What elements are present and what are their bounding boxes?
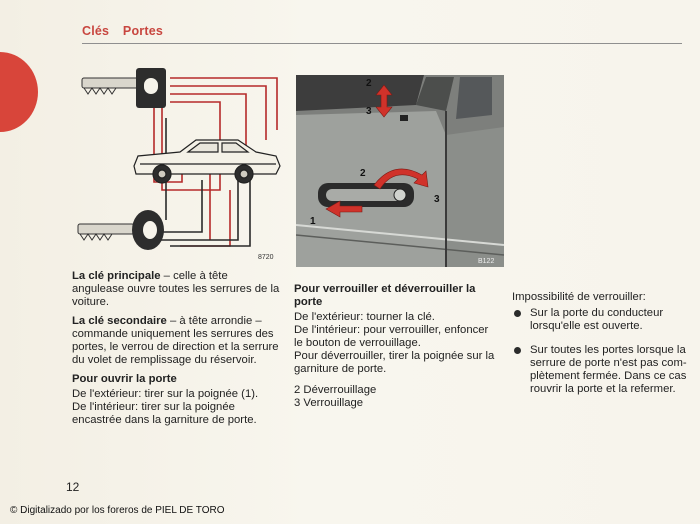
column-1	[72, 270, 282, 427]
main-key-title: La clé principale	[72, 270, 161, 282]
column-2	[294, 283, 499, 410]
door-figure	[296, 75, 504, 267]
header-rule	[82, 43, 682, 44]
legend-unlock: 2 Déverrouillage	[294, 384, 377, 396]
door-handle-icon	[318, 183, 414, 207]
open-door-outside: De l'extérieur: tirer sur la poignée (1).	[72, 388, 259, 400]
legend-lock: 3 Verrouillage	[294, 397, 364, 409]
main-key-paragraph	[72, 270, 282, 309]
bleed-through	[640, 6, 643, 18]
figure-number-right: B122	[478, 258, 495, 265]
bullet-1	[514, 307, 698, 333]
unlock-inside: Pour déverrouiller, tirer la poignée sur la garniture de porte.	[294, 350, 495, 375]
car-icon	[134, 140, 280, 183]
header-subsection: Portes	[122, 24, 164, 38]
bullet-dot-icon	[514, 310, 521, 317]
column-3-intro: Impossibilité de verrouiller:	[512, 291, 646, 303]
bullet-1-text: Sur la porte du conducteur lorsqu'elle est ouverte.	[530, 307, 664, 332]
secondary-key-paragraph	[72, 315, 282, 367]
callout-2b: 2	[360, 168, 366, 179]
main-key-icon	[82, 68, 166, 108]
secondary-key-icon	[78, 210, 164, 250]
main-key-text: – celle à tête angulease ouvre toutes les serrures de la voiture.	[72, 270, 280, 308]
lock-inside: De l'intérieur: pour verrouiller, enfoncer le bouton de verrouillage.	[294, 324, 489, 349]
bullet-dot-icon	[514, 347, 521, 354]
callout-1: 1	[310, 216, 316, 227]
page-header	[82, 24, 173, 38]
page-number: 12	[66, 480, 80, 494]
secondary-key-title: La clé secondaire	[72, 315, 167, 327]
header-section: Clés	[82, 24, 110, 38]
section-tab	[0, 52, 38, 132]
callout-3a: 3	[366, 106, 372, 117]
open-door-heading: Pour ouvrir la porte	[72, 373, 177, 385]
lock-outside: De l'extérieur: tourner la clé.	[294, 311, 435, 323]
door-illustration	[296, 75, 504, 267]
footer-credit: © Digitalizado por los foreros de PIEL DE TORO	[10, 505, 225, 516]
open-door-inside: De l'intérieur: tirer sur la poignée encastrée dans la garniture de porte.	[72, 401, 257, 426]
callout-2a: 2	[366, 78, 372, 89]
bullet-2	[514, 344, 700, 396]
lock-heading: Pour verrouiller et déverrouiller la porte	[294, 283, 476, 308]
callout-3b: 3	[434, 194, 440, 205]
secondary-key-text: – à tête arrondie – commande uniquement les serrures des portes, le verrou de direction et la serrure du volet de remplissage du réservoir.	[72, 315, 279, 366]
keys-figure	[70, 60, 285, 265]
spacer	[294, 376, 499, 384]
bullet-2-text: Sur toutes les portes lorsque la serrure de porte n'est pas com- plètement fermée. Dans ce cas rouvrir la porte et la refermer.	[530, 344, 687, 395]
keys-illustration	[70, 60, 285, 265]
figure-number-left: 8720	[258, 254, 274, 261]
